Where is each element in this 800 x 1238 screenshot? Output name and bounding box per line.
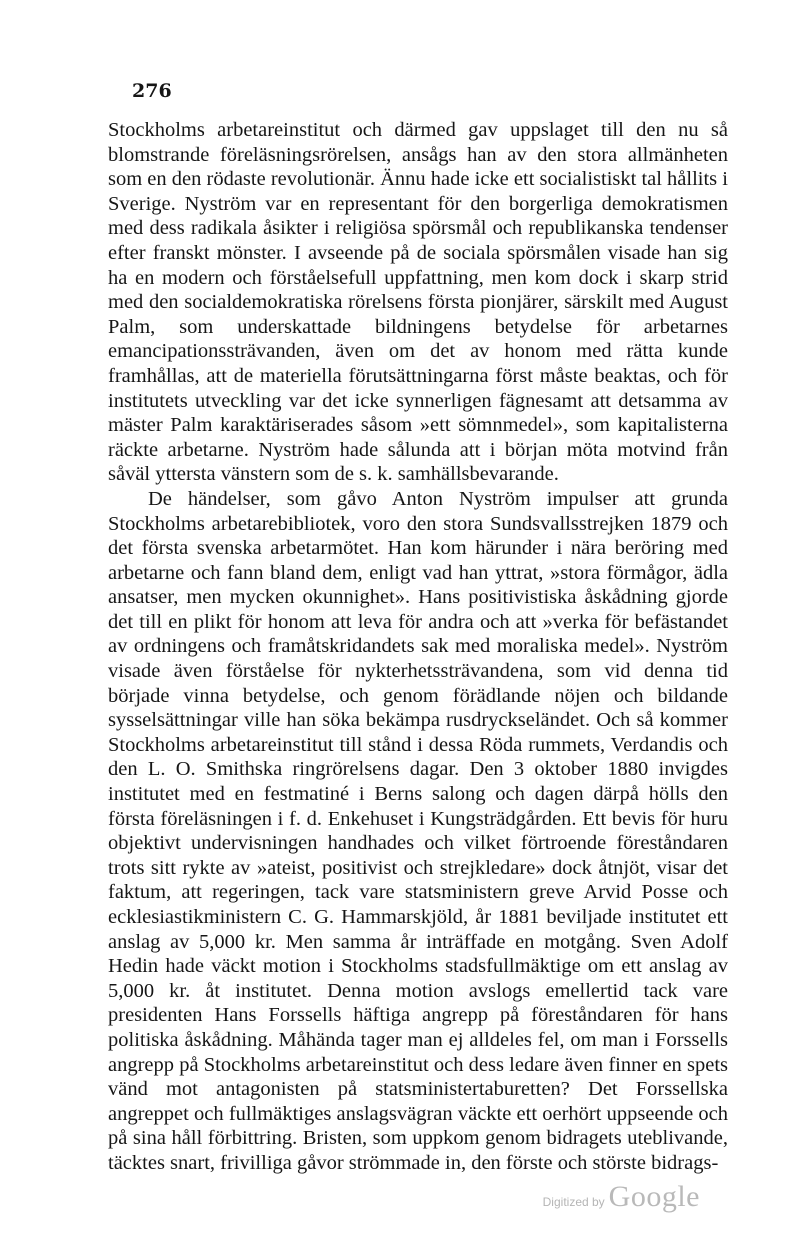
page-number: 276	[132, 80, 172, 102]
digitized-watermark	[543, 1180, 700, 1214]
paragraph-1: Stockholms arbetareinstitut och därmed gav uppslaget till den nu så blomstrande föreläsningsrörelsen, ansågs han av den stora allmänheten som en den rödaste revolutionär. Ännu hade icke ett socialistiskt tal hållits i Sverige. Nyström var en representant för den borgerliga demokratismen med dess radikala åsikter i religiösa spörsmål och republikanska tendenser efter franskt mönster. I avseende på de sociala spörsmålen visade han sig ha en modern och förståelsefull uppfattning, men kom dock i skarp strid med den socialdemokratiska rörelsens första pionjärer, särskilt med August Palm, som underskattade bildningens betydelse för arbetarnes emancipationssträvanden, även om det av honom med rätta kunde framhållas, att de materiella förutsättningarna först måste beaktas, och för institutets utveckling var det icke synnerligen fägnesamt att detsamma av mäster Palm karaktäriserades såsom »ett sömnmedel», som kapitalisterna räckte arbetarne. Nyström hade sålunda att i början möta motvind från såväl yttersta vänstern som de s. k. samhällsbevarande.	[108, 119, 728, 486]
watermark-prefix: Digitized by	[542, 1195, 605, 1209]
google-logo: Google	[608, 1180, 700, 1213]
body-text	[108, 118, 728, 1176]
paragraph-2: De händelser, som gåvo Anton Nyström impulser att grunda Stockholms arbetarebibliotek, voro den stora Sundsvallsstrejken 1879 och det första svenska arbetarmötet. Han kom härunder i nära beröring med arbetarne och fann bland dem, enligt vad han yttrat, »stora förmågor, ädla ansatser, men mycken okunnighet». Hans positivistiska åskådning gjorde det till en plikt för honom att leva för andra och att »verka för befästandet av ordningens och framåtskridandets sak med moraliska medel». Nyström visade även förståelse för nykterhetssträvandena, som vid denna tid började vinna betydelse, och genom förädlande nöjen och bildande sysselsättningar ville han söka bekämpa rusdryckseländet. Och så kommer Stockholms arbetareinstitut till stånd i dessa Röda rummets, Verdandis och den L. O. Smithska ringrörelsens dagar. Den 3 oktober 1880 invigdes institutet med en festmatiné i Berns salong och dagen därpå hölls den första föreläsningen i f. d. Enkehuset i Kungsträdgården. Ett bevis för huru objektivt undervisningen handhades och vilket förtroende föreståndaren trots sitt rykte av »ateist, positivist och strejkledare» dock åtnjöt, visar det faktum, att regeringen, tack vare statsministern greve Arvid Posse och ecklesiastikministern C. G. Hammarskjöld, år 1881 beviljade institutet ett anslag av 5,000 kr. Men samma år inträffade en motgång. Sven Adolf Hedin hade väckt motion i Stockholms stadsfullmäktige om ett anslag av 5,000 kr. åt institutet. Denna motion avslogs emellertid tack vare presidenten Hans Forssells häftiga angrepp på föreståndaren för hans politiska åskådning. Måhända tager man ej alldeles fel, om man i Forssells angrepp på Stockholms arbetareinstitut och dess ledare även finner en spets vänd mot antagonisten på statsministertaburetten? Det Forssellska angreppet och fullmäktiges anslagsvägran väckte ett oerhört uppseende och på sina håll förbittring. Bristen, som uppkom genom bidragets uteblivande, täcktes snart, frivilliga gåvor strömmade in, den förste och störste bidrags-	[108, 487, 728, 1174]
